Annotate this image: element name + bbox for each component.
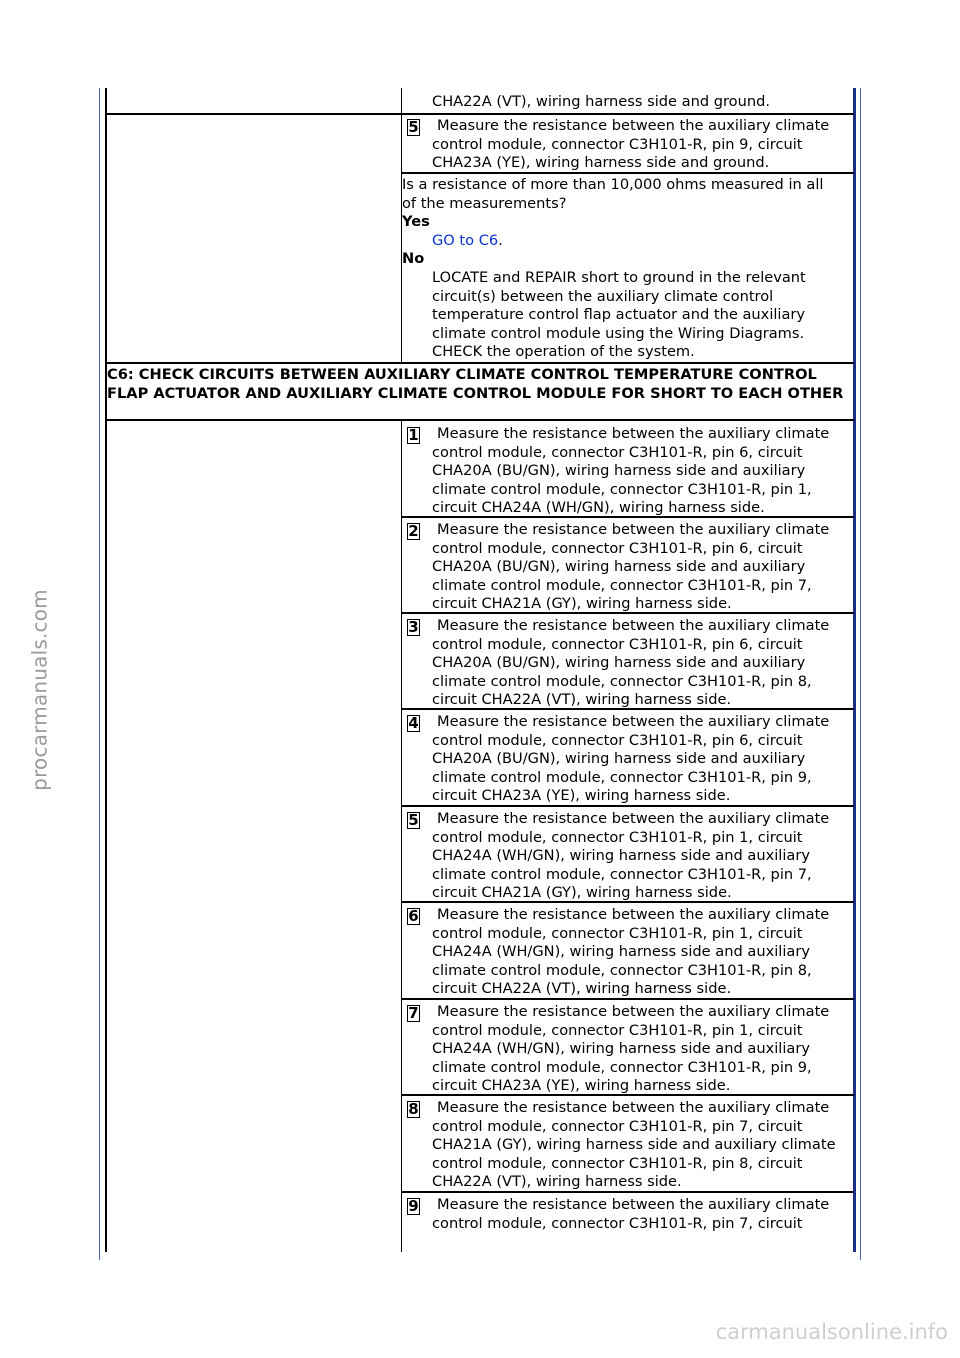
go-to-c6-link[interactable]: GO to C6 (432, 231, 499, 249)
row-rule (105, 113, 402, 115)
step-text: Measure the resistance between the auxiliary climate control module, connector C3H101-R, pin 1, circuit CHA24A (WH/GN), wiring harness side and auxiliary climate control module, connector C3H101-R, pin 8, circuit CHA22A (VT), wiring harness side. (432, 906, 830, 998)
step-text: Measure the resistance between the auxiliary climate control module, connector C3H101-R, pin 6, circuit CHA20A (BU/GN), wiring harness side and auxiliary climate control module, connector C3H101-R, pin 9, circuit CHA23A (YE), wiring harness side. (432, 713, 830, 805)
no-action-text: LOCATE and REPAIR short to ground in the relevant circuit(s) between the auxiliary climate control temperature control flap actuator and the auxiliary climate control module using the Wiring Diagrams. CHECK the operation of the system. (432, 268, 806, 361)
row-rule (105, 419, 854, 421)
step-text: Measure the resistance between the auxiliary climate control module, connector C3H101-R, pin 7, circuit CHA21A (GY), wiring harness side and auxiliary climate control module, connector C3H101-R, pin 8, circuit CHA22A (VT), wiring harness side. (432, 1099, 836, 1191)
step-number-badge: 4 (408, 714, 419, 732)
step-number-badge: 3 (408, 618, 419, 636)
step-text: Measure the resistance between the auxiliary climate control module, connector C3H101-R, pin 1, circuit CHA24A (WH/GN), wiring harness side and auxiliary climate control module, connector C3H101-R, pin 9, circuit CHA23A (YE), wiring harness side. (432, 1003, 830, 1095)
page-border-left-outer (99, 88, 100, 1260)
step-number-badge: 5 (408, 811, 419, 829)
row-rule (105, 362, 854, 364)
side-watermark: procarmanuals.com (27, 589, 52, 791)
page-border-left-inner (105, 88, 107, 1252)
row-rule (402, 113, 854, 115)
step-text: Measure the resistance between the auxiliary climate control module, connector C3H101-R, pin 6, circuit CHA20A (BU/GN), wiring harness side and auxiliary climate control module, connector C3H101-R, pin 1, circuit CHA24A (WH/GN), wiring harness side. (432, 425, 830, 517)
step-text: Measure the resistance between the auxiliary climate control module, connector C3H101-R, pin 6, circuit CHA20A (BU/GN), wiring harness side and auxiliary climate control module, connector C3H101-R, pin 7, circuit CHA21A (GY), wiring harness side. (432, 521, 830, 613)
step-number-badge: 6 (408, 907, 419, 925)
yes-action: GO to C6. (432, 231, 503, 249)
yes-label: Yes (402, 213, 430, 231)
section-heading-c6: C6: CHECK CIRCUITS BETWEEN AUXILIARY CLIMATE CONTROL TEMPERATURE CONTROL FLAP ACTUATOR AND AUXILIARY CLIMATE CONTROL MODULE FOR SHORT TO EACH OTHER (107, 366, 844, 402)
column-divider (401, 421, 402, 1252)
step-text: Measure the resistance between the auxiliary climate control module, connector C3H101-R, pin 9, circuit CHA23A (YE), wiring harness side and ground. (432, 117, 830, 172)
question-text: Is a resistance of more than 10,000 ohms measured in all of the measurements? (402, 176, 824, 212)
step-text: Measure the resistance between the auxiliary climate control module, connector C3H101-R, pin 6, circuit CHA20A (BU/GN), wiring harness side and auxiliary climate control module, connector C3H101-R, pin 8, circuit CHA22A (VT), wiring harness side. (432, 617, 830, 709)
step-number-badge: 9 (408, 1197, 419, 1215)
step-number-badge: 8 (408, 1100, 419, 1118)
step-continuation-text: CHA22A (VT), wiring harness side and ground. (432, 93, 771, 110)
step-number-badge: 5 (408, 118, 419, 136)
step-text: Measure the resistance between the auxiliary climate control module, connector C3H101-R, pin 7, circuit (432, 1196, 830, 1232)
step-text: Measure the resistance between the auxiliary climate control module, connector C3H101-R, pin 1, circuit CHA24A (WH/GN), wiring harness side and auxiliary climate control module, connector C3H101-R, pin 7, circuit CHA21A (GY), wiring harness side. (432, 810, 830, 902)
page-border-right-outer (860, 88, 861, 1260)
step-number-badge: 2 (408, 522, 419, 540)
no-label: No (402, 250, 425, 268)
step-number-badge: 7 (408, 1004, 419, 1022)
question-block (402, 176, 852, 362)
bottom-watermark: carmanualsonline.info (715, 1320, 948, 1344)
step-number-badge: 1 (408, 426, 419, 444)
